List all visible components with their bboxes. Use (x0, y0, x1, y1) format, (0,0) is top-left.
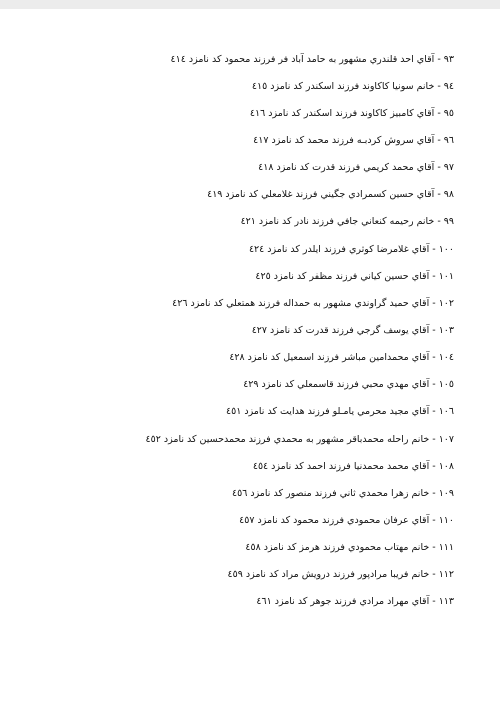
candidate-entry: ۱۰۱ - آقاي حسين كياني فرزند مظفر كد نامزد ٤٢٥ (255, 271, 454, 282)
candidate-entry: ۹٤ - خانم سونيا كاكاوند فرزند اسكندر كد نامزد ٤١٥ (251, 81, 454, 92)
candidate-entry: ۱۱۰ - آقاي عرفان محمودي فرزند محمود كد نامزد ٤٥۷ (239, 515, 454, 526)
candidate-entry: ۹۳ - آقاي احد قلندري مشهور به حامد آباد فر فرزند محمود كد نامزد ٤١٤ (170, 54, 454, 65)
candidate-entry: ۹۹ - خانم رحيمه كنعاني جافي فرزند نادر كد نامزد ٤٢١ (240, 216, 454, 227)
candidate-entry: ۱۰۲ - آقاي حميد گراوندي مشهور به حمداله فرزند همتعلي كد نامزد ٤٢٦ (172, 298, 454, 309)
candidate-entry: ۱۰۳ - آقاي يوسف گرجي فرزند قدرت كد نامزد ٤٢٧ (251, 325, 454, 336)
candidate-entry: ۱۱۳ - آقاي مهراد مرادي فرزند جوهر كد نامزد ٤٦١ (256, 596, 454, 607)
candidate-entry: ۱۱۲ - خانم فريبا مرادپور فرزند درويش مراد كد نامزد ٤٥۹ (227, 569, 454, 580)
candidate-entry: ۱۰٥ - آقاي مهدي محبي فرزند قاسمعلي كد نامزد ٤٢٩ (243, 379, 454, 390)
candidate-entry: ۱۰۰ - آقاي غلامرضا كوثري فرزند ايلدر كد نامزد ٤٢٤ (248, 244, 454, 255)
candidate-entry: ۱۰٦ - آقاي مجيد محرمي يامـلو فرزند هدايت كد نامزد ٤٥١ (226, 406, 454, 417)
candidate-entry: ۱۰۷ - خانم راحله محمدباقر مشهور به محمدي فرزند محمدحسين كد نامزد ٤٥٢ (145, 434, 454, 445)
candidate-entry: ۱۰٤ - آقاي محمدامين مباشر فرزند اسمعيل كد نامزد ٤٢٨ (229, 352, 454, 363)
candidate-entry: ۱۰۹ - خانم زهرا محمدي ثاني فرزند منصور كد نامزد ٤٥٦ (232, 488, 454, 499)
candidate-entry: ۹٦ - آقاي سروش كردبـه فرزند محمد كد نامزد ٤١٧ (253, 135, 454, 146)
candidate-entry: ۹۸ - آقاي حسين كسمرادي جگيني فرزند غلامعلي كد نامزد ٤١٩ (207, 189, 454, 200)
candidate-entry: ۹٥ - آقاي كامبيز كاكاوند فرزند اسكندر كد نامزد ٤١٦ (249, 108, 454, 119)
candidate-entry: ۹۷ - آقاي محمد كريمي فرزند قدرت كد نامزد ٤١٨ (258, 162, 454, 173)
candidate-entry: ۱۰۸ - آقاي محمد محمدنيا فرزند احمد كد نامزد ٤٥٤ (252, 461, 454, 472)
candidate-entry: ۱۱۱ - خانم مهتاب محمودي فرزند هرمز كد نامزد ٤٥۸ (245, 542, 454, 553)
